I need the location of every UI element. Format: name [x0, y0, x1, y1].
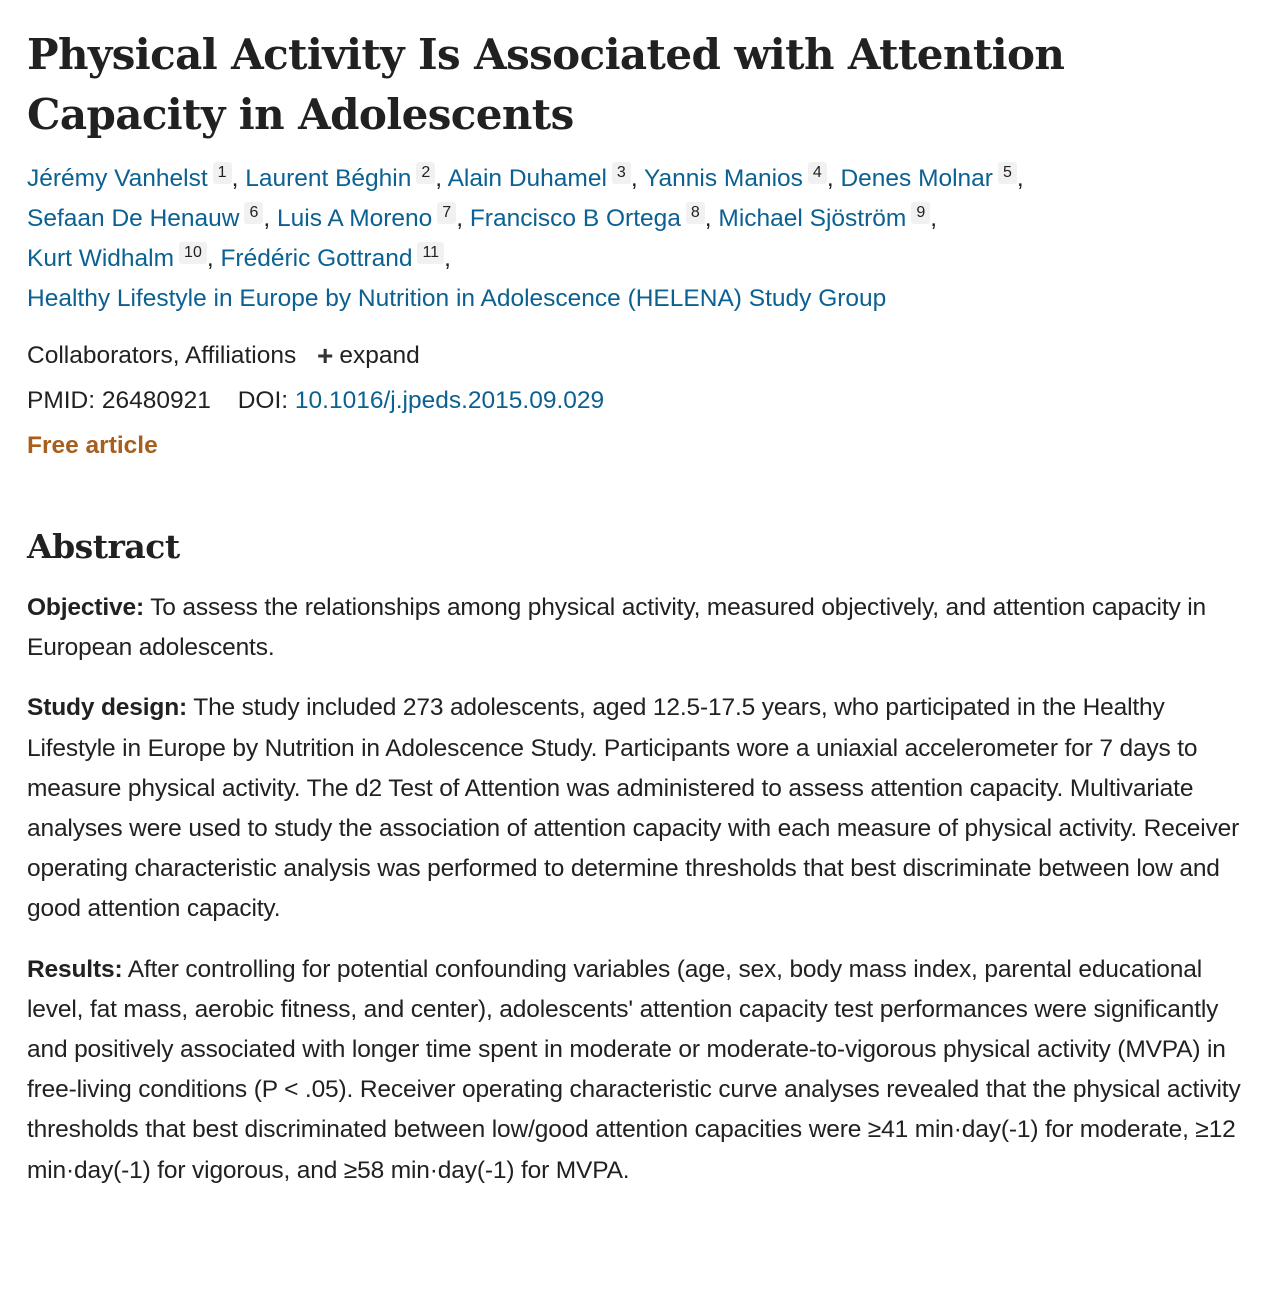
article-page: [27, 0, 1257, 1191]
affiliation-number[interactable]: 8: [686, 202, 705, 224]
study-group-link[interactable]: Healthy Lifestyle in Europe by Nutrition in Adolescence (HELENA) Study Group: [27, 285, 887, 312]
author-separator: ,: [930, 205, 938, 232]
affiliation-number[interactable]: 10: [179, 242, 207, 264]
author-item: [718, 205, 937, 232]
author-item: [840, 165, 1023, 192]
author-separator: ,: [263, 205, 271, 232]
affiliation-number[interactable]: 4: [808, 162, 827, 184]
author-link[interactable]: Michael Sjöström: [718, 205, 907, 232]
abstract-results: [27, 950, 1257, 1191]
author-link[interactable]: Alain Duhamel: [447, 165, 607, 192]
author-link[interactable]: Jérémy Vanhelst: [27, 165, 208, 192]
author-separator: ,: [435, 165, 443, 192]
author-item: [220, 245, 450, 272]
author-separator: ,: [704, 205, 712, 232]
pmid-value: 26480921: [101, 387, 211, 414]
doi-link[interactable]: 10.1016/j.jpeds.2015.09.029: [294, 387, 605, 414]
author-separator: ,: [231, 165, 239, 192]
affiliation-number[interactable]: 1: [213, 162, 232, 184]
abstract-objective: [27, 588, 1257, 668]
section-text: The study included 273 adolescents, aged 12.5-17.5 years, who participated in the Healthy Lifestyle in Europe by Nutrition in Adolescence Study. Participants wore a uniaxial accelerometer for 7 days to measure physical activity. The d2 Test of Attention was administered to assess attention capacity. Multivariate analyses were used to study the association of attention capacity with each measure of physical activity. Receiver operating characteristic analysis was performed to determine thresholds that best discriminate between low and good attention capacity.: [27, 694, 1240, 923]
identifiers-row: [27, 384, 1257, 418]
author-item: [27, 205, 270, 232]
section-label: Results:: [27, 955, 123, 983]
author-item: [245, 165, 442, 192]
collaborators-label: Collaborators, Affiliations: [27, 342, 297, 369]
affiliation-number[interactable]: 5: [998, 162, 1017, 184]
section-text: After controlling for potential confounding variables (age, sex, body mass index, parental educational level, fat mass, aerobic fitness, and center), adolescents' attention capacity test performances were significantly and positively associated with longer time spent in moderate or moderate-to-vigorous physical activity (MVPA) in free-living conditions (P < .05). Receiver operating characteristic curve analyses revealed that the physical activity thresholds that best discriminated between low/good attention capacities were ≥41 min·day(-1) for moderate, ≥12 min·day(-1) for vigorous, and ≥58 min·day(-1) for MVPA.: [27, 955, 1241, 1184]
section-text: To assess the relationships among physical activity, measured objectively, and attention capacity in European adolescents.: [27, 594, 1207, 662]
plus-icon: +: [317, 340, 334, 371]
section-label: Study design:: [27, 694, 188, 722]
author-link[interactable]: Denes Molnar: [840, 165, 993, 192]
author-link[interactable]: Frédéric Gottrand: [220, 245, 413, 272]
author-link[interactable]: Sefaan De Henauw: [27, 205, 240, 232]
affiliation-number[interactable]: 2: [416, 162, 435, 184]
author-separator: ,: [456, 205, 464, 232]
author-link[interactable]: Yannis Manios: [644, 165, 803, 192]
affiliation-number[interactable]: 3: [612, 162, 631, 184]
free-article-badge: Free article: [27, 432, 158, 459]
author-item: [277, 205, 463, 232]
affiliation-number[interactable]: 9: [911, 202, 930, 224]
author-separator: ,: [444, 245, 451, 272]
affiliation-number[interactable]: 7: [437, 202, 456, 224]
author-separator: ,: [630, 165, 638, 192]
author-link[interactable]: Francisco B Ortega: [469, 205, 681, 232]
article-title: Physical Activity Is Associated with Attention Capacity in Adolescents: [27, 30, 1065, 139]
section-label: Objective:: [27, 594, 144, 621]
author-item: [27, 245, 214, 272]
abstract-heading: Abstract: [27, 527, 180, 566]
expand-button[interactable]: [317, 342, 420, 369]
author-separator: ,: [1016, 165, 1024, 192]
author-item: [448, 165, 638, 192]
abstract-study-design: [27, 688, 1257, 929]
author-link[interactable]: Luis A Moreno: [277, 205, 433, 232]
author-item: [470, 205, 712, 232]
doi-label: DOI:: [237, 387, 289, 414]
author-separator: ,: [206, 245, 214, 272]
affiliation-number[interactable]: 6: [244, 202, 263, 224]
author-link[interactable]: Laurent Béghin: [245, 165, 412, 192]
author-link[interactable]: Kurt Widhalm: [27, 245, 175, 272]
authors-list: [27, 159, 1257, 319]
author-separator: ,: [826, 165, 834, 192]
affiliation-number[interactable]: 11: [417, 242, 444, 264]
author-item: [644, 165, 834, 192]
expand-label: expand: [339, 342, 420, 369]
pmid-label: PMID:: [27, 387, 96, 414]
author-item: [27, 165, 238, 192]
collaborators-affiliations-row: [27, 339, 1257, 373]
